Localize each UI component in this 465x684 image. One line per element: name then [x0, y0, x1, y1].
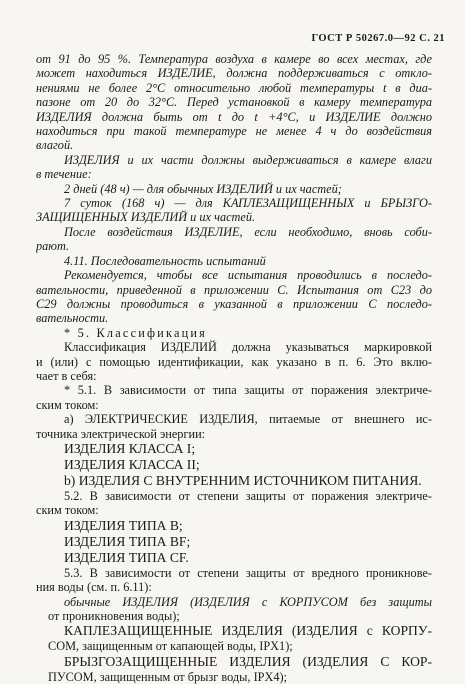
text-line: ИЗДЕЛИЯ и их части должны выдерживаться в камере влаги [64, 152, 432, 167]
text-line: После воздействия ИЗДЕЛИЕ, если необходимо, вновь соби- [64, 224, 432, 239]
text-line: 5.2. В зависимости от степени защиты от поражения электриче- [64, 488, 432, 503]
text-line: КАПЛЕЗАЩИЩЕННЫЕ ИЗДЕЛИЯ (ИЗДЕЛИЯ с КОРПУ- [64, 623, 432, 639]
text-line: ским током: [36, 397, 99, 412]
text-line: от 91 до 95 %. Температура воздуха в камере во всех местах, где [36, 52, 432, 66]
text-line: ИЗДЕЛИЯ КЛАССА I; [64, 440, 196, 456]
text-line: находиться при такой температуре не менее 4 ч до воздействия [36, 124, 432, 139]
text-line: Классификация ИЗДЕЛИЙ должна указываться маркировкой [64, 340, 432, 355]
page-header: ГОСТ Р 50267.0—92 С. 21 [311, 33, 445, 44]
text-line: ПУСОМ, защищенным от брызг воды, IPX4); [48, 669, 288, 684]
text-line: * 5. Классификация [64, 325, 208, 340]
text-line: влагой. [36, 138, 74, 153]
text-line: нениями не более 2°С относительно любой температуры t в диа- [36, 80, 432, 95]
text-line: * 5.1. В зависимости от типа защиты от поражения электриче- [64, 383, 432, 398]
text-line: рают. [36, 239, 70, 254]
text-line: может находиться ИЗДЕЛИЕ, должна поддерживаться с откло- [36, 66, 432, 81]
text-line: a) ЭЛЕКТРИЧЕСКИЕ ИЗДЕЛИЯ, питаемые от внешнего ис- [64, 412, 432, 427]
text-line: 7 суток (168 ч) — для КАПЛЕЗАЩИЩЕННЫХ и БРЫЗГО- [64, 196, 432, 211]
text-line: точника электрической энергии: [36, 426, 206, 441]
text-line: ским током: [36, 503, 99, 518]
text-line: пазоне от 20 до 32°С. Перед установкой в камеру температура [36, 95, 432, 110]
text-line: ИЗДЕЛИЯ ТИПА B; [64, 517, 183, 533]
text-line: b) ИЗДЕЛИЯ С ВНУТРЕННИМ ИСТОЧНИКОМ ПИТАНИЯ. [64, 472, 422, 488]
text-line: от проникновения воды); [48, 609, 180, 623]
text-line: вательности, приведенной в приложении С. Испытания от С23 до [36, 282, 432, 297]
text-line: ИЗДЕЛИЯ КЛАССА II; [64, 456, 200, 472]
text-line: чает в себя: [36, 368, 97, 383]
text-line: и (или) с помощью идентификации, как указано в п. 6. Это вклю- [36, 354, 432, 369]
text-line: 5.3. В зависимости от степени защиты от вредного проникнове- [64, 565, 432, 580]
text-line: Рекомендуется, чтобы все испытания проводились в последо- [64, 268, 432, 283]
text-line: 2 дней (48 ч) — для обычных ИЗДЕЛИЙ и их частей; [64, 181, 342, 196]
text-line: СОМ, защищенным от капающей воды, IPX1); [48, 639, 293, 654]
text-line: ЗАЩИЩЕННЫХ ИЗДЕЛИЙ и их частей. [36, 210, 256, 225]
text-line: ния воды (см. п. 6.11): [36, 580, 152, 595]
text-line: С29 должны проводиться в указанной в приложении С последо- [36, 296, 432, 311]
text-line: 4.11. Последовательность испытаний [64, 253, 266, 268]
text-line: обычные ИЗДЕЛИЯ (ИЗДЕЛИЯ с КОРПУСОМ без защиты [64, 594, 432, 609]
text-line: ИЗДЕЛИЯ ТИПА BF; [64, 533, 191, 549]
text-line: БРЫЗГОЗАЩИЩЕННЫЕ ИЗДЕЛИЯ (ИЗДЕЛИЯ С КОР- [64, 653, 432, 669]
text-line: ИЗДЕЛИЯ должна быть от t до t +4°С, и ИЗДЕЛИЕ должно [36, 109, 432, 124]
text-line: в течение: [36, 167, 92, 182]
document-body [36, 52, 432, 684]
text-line: вательности. [36, 311, 109, 326]
text-line: ИЗДЕЛИЯ ТИПА CF. [64, 549, 189, 565]
